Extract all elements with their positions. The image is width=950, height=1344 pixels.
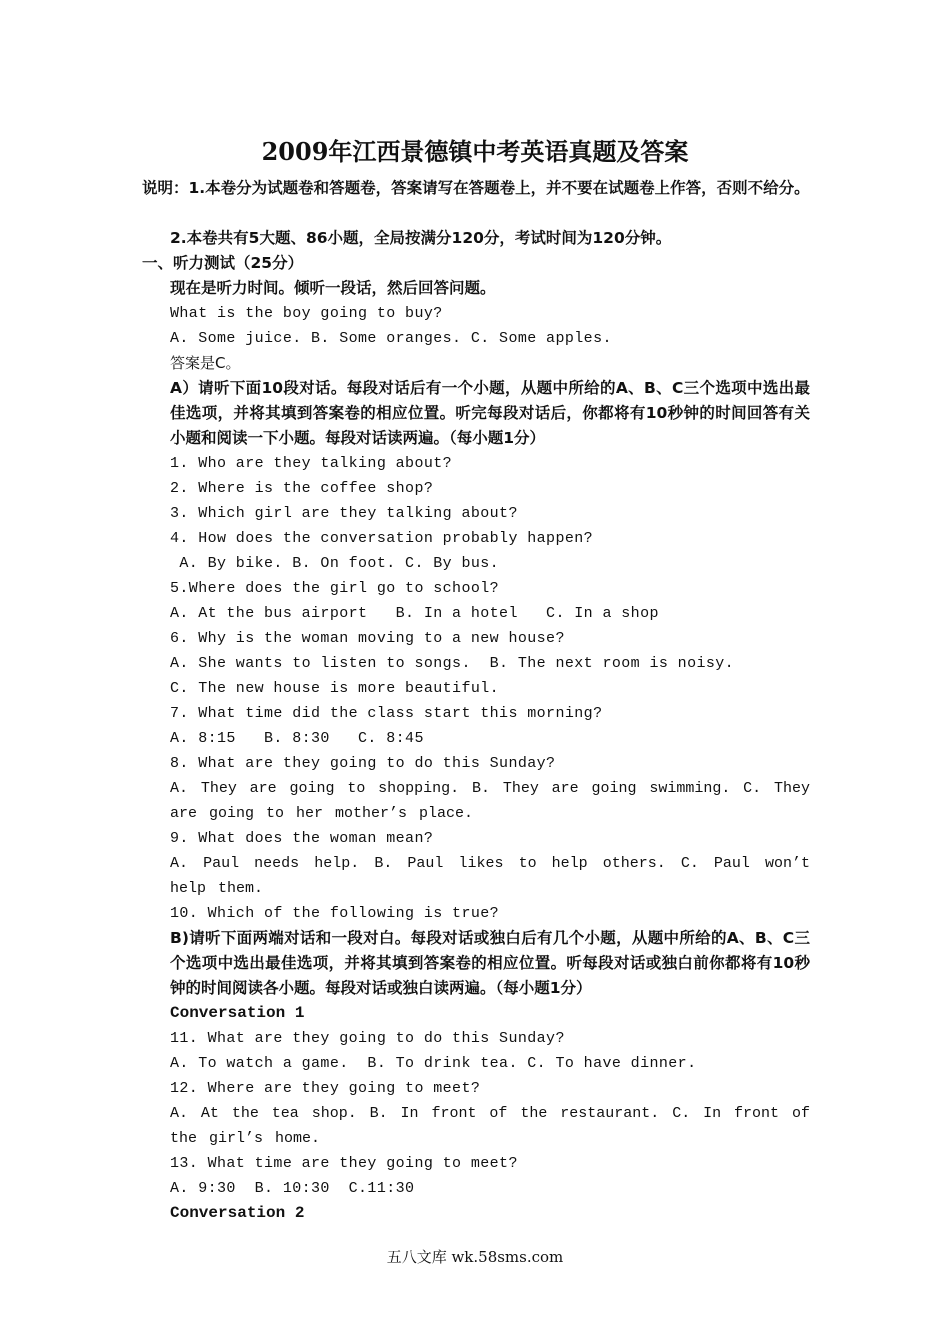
- conversation-1-heading: Conversation 1: [170, 1004, 305, 1022]
- example-question: What is the boy going to buy?: [170, 305, 443, 322]
- question-5-options: A. At the bus airport B. In a hotel C. In a shop: [170, 605, 659, 622]
- question-9-options: A. Paul needs help. B. Paul likes to help others. C. Paul won’t help them.: [170, 855, 810, 897]
- example-options: A. Some juice. B. Some oranges. C. Some apples.: [170, 330, 612, 347]
- exam-note-2: 2.本卷共有5大题、86小题，全局按满分120分，考试时间为120分钟。: [170, 229, 672, 247]
- question-4: 4. How does the conversation probably happen?: [170, 530, 594, 547]
- question-4-options: A. By bike. B. On foot. C. By bus.: [170, 555, 500, 572]
- question-7: 7. What time did the class start this morning?: [170, 705, 603, 722]
- question-7-options: A. 8:15 B. 8:30 C. 8:45: [170, 730, 424, 747]
- question-13: 13. What time are they going to meet?: [170, 1155, 518, 1172]
- conversation-2-heading: Conversation 2: [170, 1204, 305, 1222]
- question-13-options: A. 9:30 B. 10:30 C.11:30: [170, 1180, 415, 1197]
- example-answer: 答案是C。: [170, 354, 241, 372]
- part-b-instructions: B)请听下面两端对话和一段对白。每段对话或独白后有几个小题，从题中所给的A、B、C三个选项中选出最佳选项，并将其填到答案卷的相应位置。听每段对话或独白前你都将有10秒钟的时间阅读各小题。每段对话或独白读两遍。（每小题1分）: [170, 929, 810, 997]
- section-heading-listening: 一、听力测试（25分）: [142, 254, 304, 272]
- part-a-instructions: A）请听下面10段对话。每段对话后有一个小题，从题中所给的A、B、C三个选项中选出最佳选项，并将其填到答案卷的相应位置。听完每段对话后，你都将有10秒钟的时间回答有关小题和阅读一下小题。每段对话读两遍。（每小题1分）: [170, 379, 810, 447]
- question-8-options: A. They are going to shopping. B. They are going swimming. C. They are going to her mother’s place.: [170, 780, 810, 822]
- question-2: 2. Where is the coffee shop?: [170, 480, 434, 497]
- page-title: 2009年江西景德镇中考英语真题及答案: [261, 137, 689, 166]
- question-5: 5.Where does the girl go to school?: [170, 580, 500, 597]
- question-12: 12. Where are they going to meet?: [170, 1080, 481, 1097]
- question-11: 11. What are they going to do this Sunday?: [170, 1030, 565, 1047]
- question-6-option-c: C. The new house is more beautiful.: [170, 680, 500, 697]
- question-10: 10. Which of the following is true?: [170, 905, 500, 922]
- question-12-options: A. At the tea shop. B. In front of the restaurant. C. In front of the girl’s home.: [170, 1105, 810, 1147]
- question-8: 8. What are they going to do this Sunday?: [170, 755, 556, 772]
- question-11-options: A. To watch a game. B. To drink tea. C. To have dinner.: [170, 1055, 697, 1072]
- footer-watermark: 五八文库 wk.58sms.com: [386, 1248, 564, 1266]
- question-9: 9. What does the woman mean?: [170, 830, 434, 847]
- question-6: 6. Why is the woman moving to a new house?: [170, 630, 565, 647]
- question-1: 1. Who are they talking about?: [170, 455, 453, 472]
- listening-intro: 现在是听力时间。倾听一段话，然后回答问题。: [170, 279, 496, 297]
- question-6-options-ab: A. She wants to listen to songs. B. The next room is noisy.: [170, 655, 735, 672]
- exam-note-1: 说明：1.本卷分为试题卷和答题卷，答案请写在答题卷上，并不要在试题卷上作答，否则不给分。: [142, 179, 810, 197]
- question-3: 3. Which girl are they talking about?: [170, 505, 518, 522]
